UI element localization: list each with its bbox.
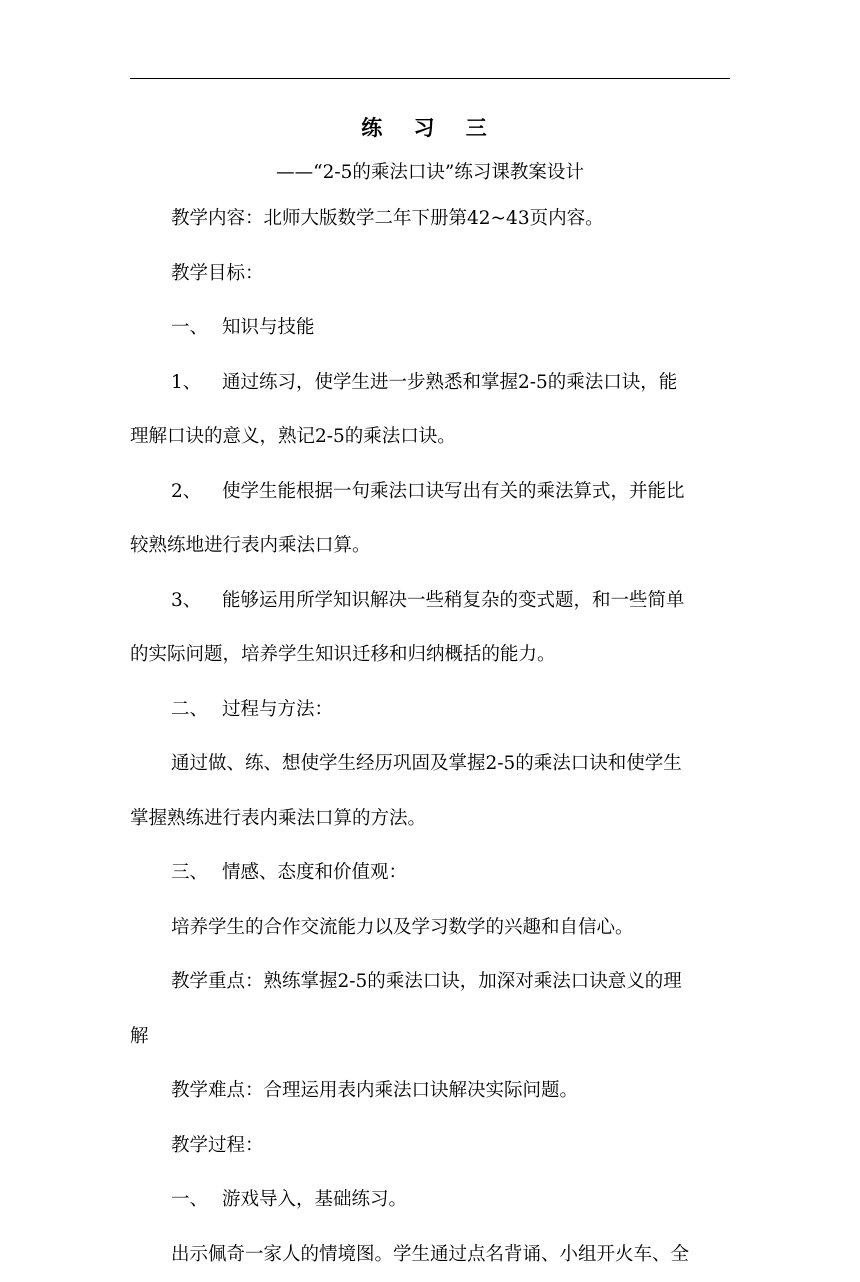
text-line	[130, 1119, 730, 1174]
text-line	[130, 410, 730, 465]
text-line	[130, 356, 730, 411]
text-line	[130, 247, 730, 302]
text-line	[130, 792, 730, 847]
list-number: 二、	[171, 683, 222, 738]
header-rule	[130, 78, 730, 79]
text-line	[130, 1064, 730, 1119]
line-text: 情感、态度和价值观：	[222, 862, 407, 883]
line-text: 掌握熟练进行表内乘法口算的方法。	[130, 808, 426, 829]
line-text: 教学目标：	[171, 263, 264, 284]
text-line	[130, 628, 730, 683]
line-text: 能够运用所学知识解决一些稍复杂的变式题，和一些简单	[222, 590, 685, 611]
line-text: 知识与技能	[222, 317, 315, 338]
page-title: 练 习 三	[130, 112, 730, 142]
text-line	[130, 1173, 730, 1228]
line-text: 教学难点：合理运用表内乘法口诀解决实际问题。	[171, 1080, 578, 1101]
text-line	[130, 901, 730, 956]
line-text: 理解口诀的意义，熟记2-5的乘法口诀。	[130, 426, 456, 447]
list-number: 一、	[171, 301, 222, 356]
line-text: 教学内容：北师大版数学二年下册第42~43页内容。	[171, 208, 604, 229]
text-line	[130, 519, 730, 574]
text-line	[130, 192, 730, 247]
text-line	[130, 465, 730, 520]
line-text: 通过练习，使学生进一步熟悉和掌握2-5的乘法口诀，能	[222, 372, 677, 393]
line-text: 出示佩奇一家人的情境图。学生通过点名背诵、小组开火车、全	[171, 1244, 689, 1265]
page-subtitle: ——“2-5的乘法口诀”练习课教案设计	[130, 158, 730, 184]
text-line	[130, 683, 730, 738]
text-line	[130, 737, 730, 792]
text-line	[130, 574, 730, 629]
list-number: 1、	[171, 356, 222, 411]
text-line	[130, 846, 730, 901]
list-number: 一、	[171, 1173, 222, 1228]
line-text: 的实际问题，培养学生知识迁移和归纳概括的能力。	[130, 644, 556, 665]
line-text: 教学重点：熟练掌握2-5的乘法口诀，加深对乘法口诀意义的理	[171, 971, 682, 992]
list-number: 三、	[171, 846, 222, 901]
text-line	[130, 955, 730, 1010]
text-line	[130, 301, 730, 356]
line-text: 解	[130, 1026, 149, 1047]
line-text: 游戏导入，基础练习。	[222, 1189, 407, 1210]
body-text	[130, 192, 730, 1282]
text-line	[130, 1228, 730, 1282]
list-number: 2、	[171, 465, 222, 520]
line-text: 较熟练地进行表内乘法口算。	[130, 535, 371, 556]
text-line	[130, 1010, 730, 1065]
list-number: 3、	[171, 574, 222, 629]
line-text: 教学过程：	[171, 1135, 264, 1156]
line-text: 使学生能根据一句乘法口诀写出有关的乘法算式，并能比	[222, 481, 685, 502]
line-text: 培养学生的合作交流能力以及学习数学的兴趣和自信心。	[171, 917, 634, 938]
line-text: 通过做、练、想使学生经历巩固及掌握2-5的乘法口诀和使学生	[171, 753, 682, 774]
line-text: 过程与方法：	[222, 699, 333, 720]
